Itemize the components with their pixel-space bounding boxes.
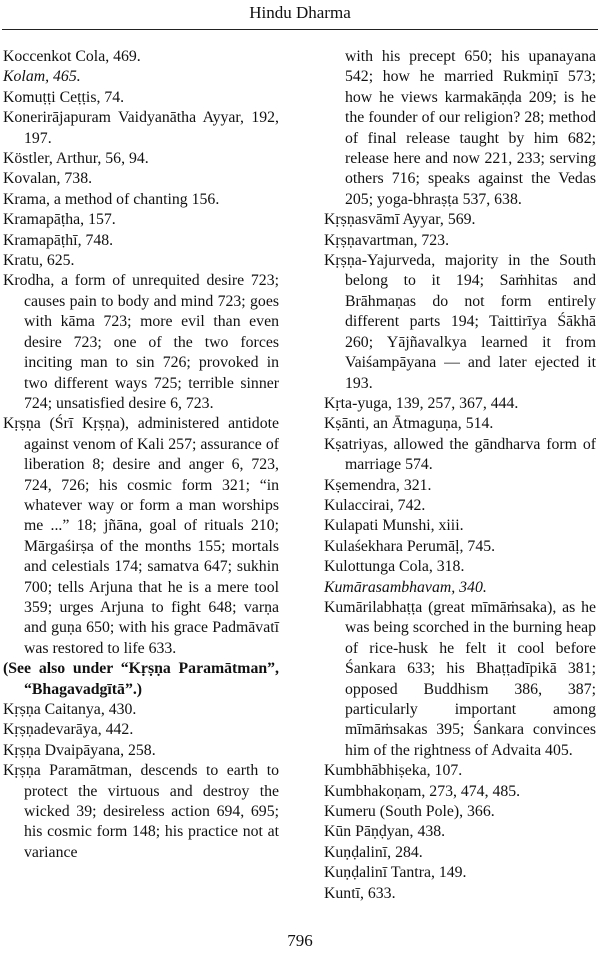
index-entry: Kuṇḍalinī Tantra, 149.: [324, 864, 467, 882]
index-entry: Kṣemendra, 321.: [324, 476, 432, 494]
index-entry: Kulaśekhara Perumāḷ, 745.: [324, 537, 496, 555]
index-entry: Kṛta-yuga, 139, 257, 367, 444.: [324, 394, 519, 412]
index-entry: Kratu, 625.: [3, 252, 75, 270]
index-entry: Kṛṣṇa Caitanya, 430.: [3, 701, 137, 718]
index-entry: Kramapāṭhī, 748.: [3, 231, 114, 249]
index-entry: Kuṇḍalinī, 284.: [324, 843, 423, 861]
index-entry: Krama, a method of chanting 156.: [3, 190, 220, 208]
index-column-left: [3, 47, 279, 863]
cross-reference: (See also under “Kṛṣṇa Paramātman”, “Bhagavadgītā”.): [3, 660, 279, 698]
index-entry: Kovalan, 738.: [3, 170, 93, 188]
index-entry: Koccenkot Cola, 469.: [3, 48, 141, 65]
index-entry: Kulapati Munshi, xiii.: [324, 517, 464, 535]
index-entry: Kulaccirai, 742.: [324, 496, 426, 514]
index-entry: Kṣānti, an Ātmaguṇa, 514.: [324, 415, 494, 433]
index-entry: Kumeru (South Pole), 366.: [324, 803, 495, 821]
index-entry: Kumbhakoṇam, 273, 474, 485.: [324, 782, 521, 800]
index-entry: Kulottunga Cola, 318.: [324, 558, 465, 576]
page-number: 796: [287, 931, 313, 950]
index-entry: Kṛṣṇasvāmī Ayyar, 569.: [324, 211, 476, 229]
index-entry: Kumārilabhaṭṭa (great mīmāṁsaka), as he was being scorched in the burning heap of rice-husk he felt it cool before Śankara 633; his Bhaṭṭadīpikā 381; opposed Buddhism 386, 387; particularly important among mīmāṁsakas 395; Śankara convinces him of the rightness of Advaita 405.: [324, 598, 596, 759]
index-entry: Kṛṣṇa (Śrī Kṛṣṇa), administered antidote against venom of Kali 257; assurance of liberation 8; desire and anger 6, 723, 724, 726; his cosmic form 321; “in whatever way or form a man worships me ...” 18; jñāna, goal of rituals 210; Mārgaśirṣa of the months 155; mortals and celestials 174; samatva 647; sukhin 700; tells Arjuna that he is a mere tool 359; urges Arjuna to fight 648; varṇa and guṇa 650; with his grace Padmāvatī was restored to life 633.: [3, 415, 279, 657]
index-entry-continuation: with his precept 650; his upanayana 542; how he married Rukmiṇī 573; how he views karmakāṇḍa 209; is he the founder of our religion? 28; method of final release taught by him 682; release here and now 221, 233; serving others 716; speaks against the Vedas 205; yoga-bhraṣṭa 537, 638.: [345, 48, 596, 208]
index-entry: Kumārasambhavam, 340.: [324, 578, 487, 596]
index-entry: Kṣatriyas, allowed the gāndharva form of marriage 574.: [324, 435, 596, 474]
index-entry: Kṛṣṇa Dvaipāyana, 258.: [3, 741, 156, 759]
index-entry: Kūn Pāṇḍyan, 438.: [324, 823, 446, 841]
index-entry: Kramapāṭha, 157.: [3, 211, 116, 229]
header-rule: [2, 29, 598, 30]
index-entry: Kṛṣṇadevarāya, 442.: [3, 721, 134, 739]
index-entry: Kṛṣṇa Paramātman, descends to earth to protect the virtuous and destroy the wicked 39; desireless action 694, 695; his cosmic form 148; his practice not at variance: [3, 762, 279, 861]
index-column-right: [324, 47, 596, 904]
running-header: Hindu Dharma: [249, 3, 351, 22]
index-entry: Kṛṣṇa-Yajurveda, majority in the South belong to it 194; Saṁhitas and Brāhmaṇas do not form entirely different parts 194; Taittirīya Śākhā 260; Yājñavalkya learned it from Vaiśampāyana — and later ejected it 193.: [324, 252, 596, 392]
index-entry: Kṛṣṇavartman, 723.: [324, 231, 450, 249]
index-entry: Kolam, 465.: [3, 68, 81, 86]
index-entry: Komuṭṭi Ceṭṭis, 74.: [3, 88, 125, 106]
index-entry: Konerirājapuram Vaidyanātha Ayyar, 192, 197.: [3, 109, 279, 147]
index-entry: Kuntī, 633.: [324, 884, 396, 902]
index-entry: Krodha, a form of unrequited desire 723; causes pain to body and mind 723; goes with kāma 723; more evil than even desire 723; one of the two forces inciting man to sin 726; provoked in two different ways 725; terrible sinner 724; unsatisfied desire 6, 723.: [3, 272, 279, 412]
index-entry: Köstler, Arthur, 56, 94.: [3, 150, 149, 168]
index-entry: Kumbhābhiṣeka, 107.: [324, 762, 463, 780]
